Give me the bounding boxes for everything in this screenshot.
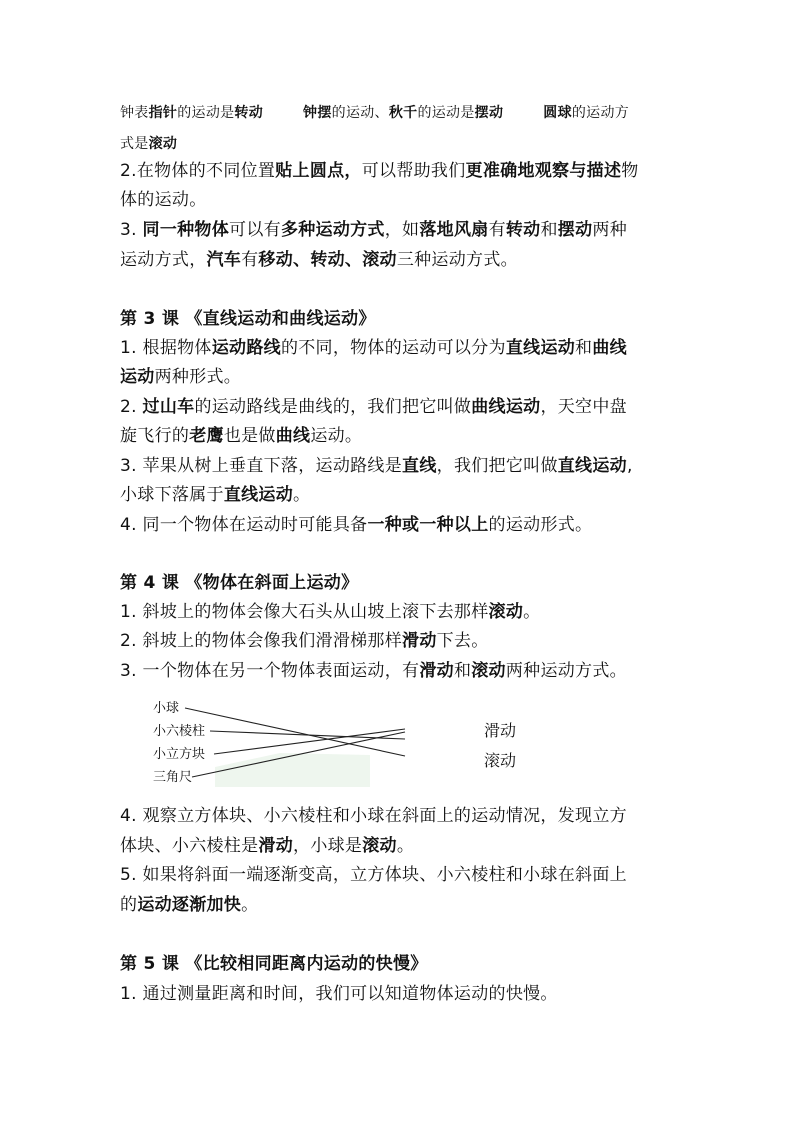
text: 的运动是 [177, 105, 235, 121]
bold-text: 曲线运动 [471, 397, 541, 417]
bold-text: 转动 [505, 220, 541, 240]
text: 。 [396, 836, 415, 856]
section-heading: 第 3 课 《直线运动和曲线运动》 [120, 309, 376, 329]
text: 物 [621, 161, 639, 181]
text: 的运动路线是曲线的，我们把它叫做 [194, 397, 472, 417]
text: 和 [453, 661, 472, 681]
text: 也是做 [223, 426, 276, 446]
bold-text: 直线运动 [557, 456, 627, 476]
bold-text: 贴上圆点， [275, 161, 362, 181]
lesson4-p5-line1 [120, 864, 627, 886]
bold-text: 老鹰 [189, 426, 224, 446]
text: 和 [575, 338, 593, 358]
lesson4-p1 [120, 601, 540, 623]
text: 的运动是 [417, 105, 475, 121]
lesson3-p2-line1 [120, 396, 627, 418]
section-heading: 第 4 课 《物体在斜面上运动》 [120, 573, 359, 593]
bold-text: 运动路线 [211, 338, 281, 358]
lesson3-p4 [120, 514, 592, 536]
text: 。 [293, 485, 311, 505]
text: 体块、小六棱柱是 [120, 836, 259, 856]
text: 旋飞行的 [120, 426, 190, 446]
bold-text: 滚动 [362, 836, 397, 856]
bold-text: 滚动 [471, 661, 506, 681]
bold-text: 移动、转动、滚动 [258, 250, 397, 270]
bold-text: 圆球 [543, 105, 572, 121]
lesson3-p1-line1 [120, 337, 627, 359]
bold-text: 落地风扇 [419, 220, 489, 240]
left-item-ball: 小球 [153, 701, 180, 716]
lesson2-p3-line1 [120, 219, 627, 241]
text: 有 [488, 220, 506, 240]
text: 3. 苹果从树上垂直下落，运动路线是 [120, 456, 403, 476]
lesson4-p3 [120, 660, 627, 682]
text: 可以帮助我们 [361, 161, 466, 181]
bold-text: 一种或一种以上 [367, 515, 489, 535]
bold-text: 指针 [148, 105, 178, 121]
text: 的 [120, 895, 138, 915]
text: 两种 [592, 220, 628, 240]
text: 2. 斜坡上的物体会像我们滑滑梯那样 [120, 631, 403, 651]
lesson5-p1 [120, 983, 558, 1005]
bold-text: 运动 [120, 367, 155, 387]
bold-text: 汽车 [206, 250, 242, 270]
bold-text: 摆动 [474, 105, 504, 121]
lesson4-p2 [120, 630, 489, 652]
lesson2-p3-line2 [120, 249, 518, 271]
matching-diagram [140, 695, 540, 795]
bold-text: 滑动 [258, 836, 294, 856]
text: 运动方式， [120, 250, 207, 270]
text: 两种形式。 [154, 367, 242, 387]
text: ，天空中盘 [540, 397, 627, 417]
text: 1. 通过测量距离和时间，我们可以知道物体运动的快慢。 [120, 984, 558, 1004]
lesson2-p2-line1 [120, 160, 639, 182]
right-item-slide: 滑动 [484, 721, 517, 740]
bold-text: 滚动 [488, 602, 524, 622]
bold-text: 摆动 [557, 220, 593, 240]
bold-text: 多种运动方式 [280, 220, 385, 240]
lesson2-p2-line2 [120, 189, 207, 211]
text: 两种运动方式。 [505, 661, 627, 681]
lesson4-heading [120, 572, 358, 594]
bold-text: 滑动 [402, 631, 437, 651]
left-item-hexprism: 小六棱柱 [153, 724, 206, 739]
text: ，如 [384, 220, 420, 240]
text: 的运动方 [571, 105, 630, 121]
bold-text: 曲线 [275, 426, 311, 446]
text: 体的运动。 [120, 190, 207, 210]
text: 4. 同一个物体在运动时可能具备 [120, 515, 368, 535]
text: 。 [523, 602, 541, 622]
text: 4. 观察立方体块、小六棱柱和小球在斜面上的运动情况，发现立方 [120, 806, 627, 826]
left-item-triangle: 三角尺 [153, 770, 193, 785]
text: 1. 根据物体 [120, 338, 212, 358]
text: 3. [120, 220, 143, 240]
text: 的不同，物体的运动可以分为 [280, 338, 506, 358]
section-heading: 第 5 课 《比较相同距离内运动的快慢》 [120, 954, 428, 974]
bold-text: 直线运动 [223, 485, 294, 505]
bold-text: 秋千 [388, 105, 418, 121]
lesson4-p5-line2 [120, 894, 258, 916]
text: 可以有 [229, 220, 281, 240]
lesson2-line1 [120, 102, 629, 124]
text: 。 [241, 895, 259, 915]
text: ，小球是 [293, 836, 363, 856]
text: ，我们把它叫做 [436, 456, 558, 476]
lesson3-p2-line2 [120, 425, 362, 447]
text: 和 [540, 220, 558, 240]
bold-text: 同一种物体 [142, 220, 230, 240]
bold-text: 转动 [234, 105, 264, 121]
text: 1. 斜坡上的物体会像大石头从山坡上滚下去那样 [120, 602, 489, 622]
text: 2. [120, 397, 143, 417]
text: , [626, 456, 633, 476]
bold-text: 更准确地观察与描述 [465, 161, 622, 181]
lesson4-p4-line1 [120, 805, 627, 827]
bold-text: 滑动 [419, 661, 454, 681]
left-item-cube: 小立方块 [153, 747, 206, 762]
lesson3-p1-line2 [120, 366, 241, 388]
match-line-ball [185, 708, 405, 756]
text: 钟表 [120, 105, 149, 121]
text: 5. 如果将斜面一端逐渐变高，立方体块、小六棱柱和小球在斜面上 [120, 865, 627, 885]
text: 的运动、 [331, 105, 389, 121]
faint-background-shape [215, 753, 370, 787]
lesson4-p4-line2 [120, 835, 414, 857]
matching-lines [140, 695, 540, 795]
text: 运动。 [310, 426, 363, 446]
text: 小球下落属于 [120, 485, 224, 505]
text: 的运动形式。 [488, 515, 593, 535]
text: 2.在物体的不同位置 [120, 161, 276, 181]
lesson3-p3-line2 [120, 484, 310, 506]
text: 式是 [120, 136, 149, 152]
lesson3-p3-line1 [120, 455, 633, 477]
bold-text: 运动逐渐加快 [137, 895, 242, 915]
bold-text: 滚动 [148, 136, 178, 152]
lesson3-heading [120, 308, 376, 330]
text: 下去。 [436, 631, 489, 651]
bold-text: 直线 [402, 456, 437, 476]
text: 有 [241, 250, 259, 270]
bold-text: 钟摆 [303, 105, 332, 121]
bold-text: 过山车 [142, 397, 195, 417]
lesson2-line2 [120, 133, 177, 155]
bold-text: 直线运动 [505, 338, 576, 358]
right-item-roll: 滚动 [484, 751, 517, 770]
text: 3. 一个物体在另一个物体表面运动，有 [120, 661, 420, 681]
text: 三种运动方式。 [396, 250, 518, 270]
lesson5-heading [120, 953, 428, 975]
bold-text: 曲线 [592, 338, 627, 358]
